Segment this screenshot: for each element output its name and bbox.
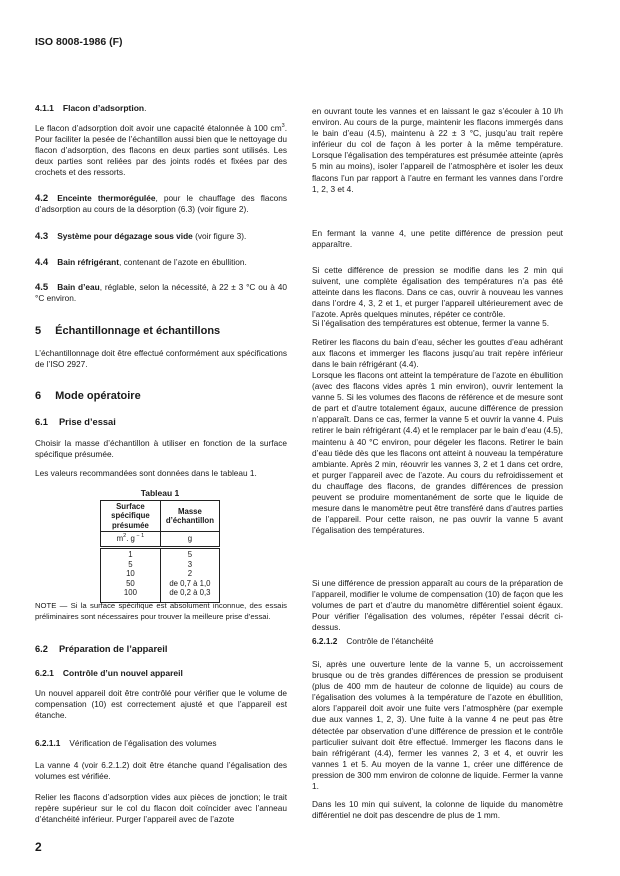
unit-text: m xyxy=(116,534,124,544)
paragraph-6-1-a: Choisir la masse d’échantillon à utiliser en fonction de la surface spécifique présumée. xyxy=(35,438,287,460)
superscript: 2 xyxy=(123,533,127,540)
section-title: Bain réfrigérant xyxy=(57,257,119,267)
section-title: Préparation de l’appareil xyxy=(58,644,168,654)
heading-6-2-1 xyxy=(35,668,287,679)
table-cell: 5 3 2 de 0,7 à 1,0 de 0,2 à 0,3 xyxy=(160,548,219,603)
text: Le flacon d’adsorption doit avoir une capacité étalonnée à 100 cm xyxy=(35,123,282,133)
unit-text: . g xyxy=(126,534,135,544)
text: . Pour faciliter la pesée de l’échantillon aussi bien que le nettoyage du flacon d’adsorption, des flacons en deux parties sont utilisés. Les deux parties sont reliées par des joints rodés et fixées par des crochets et des ressorts. xyxy=(35,123,287,178)
section-title: Flacon d’adsorption xyxy=(62,103,145,113)
paragraph: Dans les 10 min qui suivent, la colonne de liquide du manomètre différentiel ne doit pas descendre de plus de 1 mm. xyxy=(312,799,563,821)
heading-6-2-1-1 xyxy=(35,738,287,749)
paragraph: Si cette différence de pression se modifie dans les 2 min qui suivent, une complète égalisation des températures n’a pas été atteinte dans les flacons. Dans ce cas, ouvrir à nouveau les vannes dans l’ordre 4, 3, 2 et 1, et purger l’appareil ultérieurement avec de l’azote. Après quelques minutes, répéter ce contrôle. xyxy=(312,265,563,320)
section-title: Bain d’eau xyxy=(57,282,100,292)
section-number: 4.1.1 xyxy=(35,103,54,113)
section-title: Prise d’essai xyxy=(58,417,116,427)
section-number: 6.2.1 xyxy=(35,668,54,678)
document-header: ISO 8008-1986 (F) xyxy=(35,36,123,48)
heading-6-1 xyxy=(35,416,287,428)
table-caption: Tableau 1 xyxy=(140,488,180,498)
page-number: 2 xyxy=(35,840,42,854)
unit-cell xyxy=(101,532,161,548)
section-title: Contrôle de l’étanchéité xyxy=(346,636,434,646)
section-title: Contrôle d’un nouvel appareil xyxy=(62,668,183,678)
section-title: Vérification de l’égalisation des volumes xyxy=(69,738,217,748)
paragraph: Si, après une ouverture lente de la vanne 5, un accroissement brusque ou de très grandes différences de pression se produisent (plus de 400 mm de hauteur de colonne de liquide) au cours de l’égalisation des volumes à la température de l’azote en ébullition, alors l’appareil doit avoir une fuite vers l’atmosphère (par exemple due aux vannes 1, 2, 3). Une fuite à la vanne 4 ne peut pas être détectée par observation d’une différence de pression et le contrôle particulier suivant doit être effectué. Immerger les flacons dans le bain réfrigérant (4.4), fermer les vannes 2, 3 et 4, et ouvrir les vannes 1 et 5. Au moyen de la vanne 1, créer une différence de pression de 300 mm environ de colonne de liquide. Fermer la vanne 1. xyxy=(312,659,563,792)
table-note: NOTE — Si la surface spécifique est absolument inconnue, des essais préliminaires sont nécessaires pour trouver la meilleure prise d’essai. xyxy=(35,601,287,621)
section-number: 5 xyxy=(35,325,42,337)
text: (voir figure 3). xyxy=(192,231,247,241)
section-number: 4.3 xyxy=(35,231,49,242)
section-number: 6.2.1.2 xyxy=(312,636,338,646)
paragraph-6-1-b: Les valeurs recommandées sont données dans le tableau 1. xyxy=(35,468,257,478)
heading-6-2-1-2 xyxy=(312,636,563,647)
section-title: Système pour dégazage sous vide xyxy=(57,231,193,241)
table-cell: 1 5 10 50 100 xyxy=(101,548,161,603)
section-title: Échantillonnage et échantillons xyxy=(55,325,221,337)
paragraph: En fermant la vanne 4, une petite différence de pression peut apparaître. xyxy=(312,228,563,250)
paragraph-6-2-1-1-b: Relier les flacons d’adsorption vides aux pièces de jonction; le trait repère supérieur sur le col du flacon doit coïncider avec l’anneau d’étanchéité inférieur. Purger l’appareil avec de l’azote xyxy=(35,792,287,825)
paragraph-4-1-1 xyxy=(35,123,287,178)
paragraph: Lorsque les flacons ont atteint la température de l’azote en ébullition (avec des flacons vides après 1 min environ), ouvrir lentement la vanne 5. Si les volumes des flacons de référence et de mesure sont de part et d’autre totalement égaux, aucune différence de pression n’apparaît. Dans ce cas, fermer la vanne 5 et ouvrir la vanne 4. Puis retirer le bain réfrigérant (4.4) et le remplacer par le bain d’eau (4.5), maintenu à 40 °C environ, pour dégeler les flacons. Retirer le bain d’eau tiède dès que les flacons ont atteint à nouveau la température ambiante. Après 2 min, réouvrir les vannes 3, 2 et 1 dans cet ordre, et purger l’appareil avec de l’azote. Au cours du refroidissement et du chauffage des flacons, de grandes différences de pression peuvent se produire momentanément de sorte que le liquide de mesure dans le manomètre peut être transféré dans d’autres parties de l’appareil. Pour cette raison, ne pas ouvrir la vanne 5 avant l’égalisation des températures. xyxy=(312,370,563,536)
paragraph-4-2 xyxy=(35,193,287,215)
punctuation: . xyxy=(144,103,147,113)
paragraph-6-2-1: Un nouvel appareil doit être contrôlé pour vérifier que le volume de compensation (10) est correctement ajusté et que l’appareil est étanche. xyxy=(35,688,287,721)
section-number: 4.5 xyxy=(35,282,49,293)
section-number: 4.4 xyxy=(35,257,49,268)
heading-4-1-1 xyxy=(35,103,287,114)
superscript: − 1 xyxy=(134,533,145,540)
superscript: 3 xyxy=(281,123,285,129)
section-number: 6.1 xyxy=(35,417,48,427)
section-number: 6.2.1.1 xyxy=(35,738,61,748)
heading-6-2 xyxy=(35,643,287,655)
table-header: Masse d’échantillon xyxy=(160,501,219,532)
section-number: 6.2 xyxy=(35,644,48,654)
paragraph: en ouvrant toute les vannes et en laissant le gaz s’écouler à 10 l/h environ. Au cours de la purge, maintenir les flacons immergés dans le bain d’eau (4.5), maintenu à 22 ± 3 °C, jusqu’au trait repère inférieur du col de façon à les porter à la même température. Lorsque l’égalisation des températures est présumée atteinte (après 5 min au moins), isoler l’appareil de l’atmosphère et isoler les deux flacons l’un par rapport à l’autre en fermant les vannes dans l’ordre 1, 2, 3 et 4. xyxy=(312,106,563,194)
table-header: Surface spécifique présumée xyxy=(101,501,161,532)
heading-5 xyxy=(35,325,287,338)
section-title: Mode opératoire xyxy=(55,390,141,402)
paragraph-4-5 xyxy=(35,282,287,304)
paragraph-6-2-1-1-a: La vanne 4 (voir 6.2.1.2) doit être étanche quand l’égalisation des volumes est vérifiée. xyxy=(35,760,287,782)
paragraph-4-3 xyxy=(35,231,287,242)
paragraph: Si l’égalisation des températures est obtenue, fermer la vanne 5. xyxy=(312,318,550,328)
paragraph: Si une différence de pression apparaît au cours de la préparation de l’appareil, modifier le volume de compensation (10) de façon que les volumes de part et d’autre du manomètre différentiel soient égaux. Pour vérifier l’égalisation des volumes, répéter l’essai décrit ci-dessus. xyxy=(312,578,563,633)
text: , pour le chauffage des flacons d’adsorption au cours de la désorption (6.3) (voir figure 2). xyxy=(35,193,287,215)
section-title: Enceinte thermorégulée xyxy=(57,193,156,203)
heading-6 xyxy=(35,390,287,403)
paragraph-4-4 xyxy=(35,257,287,268)
table-1 xyxy=(100,500,220,603)
text: , contenant de l’azote en ébullition. xyxy=(119,257,247,267)
paragraph: Retirer les flacons du bain d’eau, sécher les gouttes d’eau adhérant aux flacons et immerger les flacons jusqu’au trait repère inférieur dans le bain réfrigérant (4.4). xyxy=(312,337,563,370)
text: , réglable, selon la nécessité, à 22 ± 3 °C ou à 40 °C environ. xyxy=(35,282,287,304)
unit-cell: g xyxy=(160,532,219,548)
section-number: 6 xyxy=(35,390,42,402)
paragraph-5: L’échantillonnage doit être effectué conformément aux spécifications de l’ISO 2927. xyxy=(35,348,287,370)
section-number: 4.2 xyxy=(35,193,49,204)
